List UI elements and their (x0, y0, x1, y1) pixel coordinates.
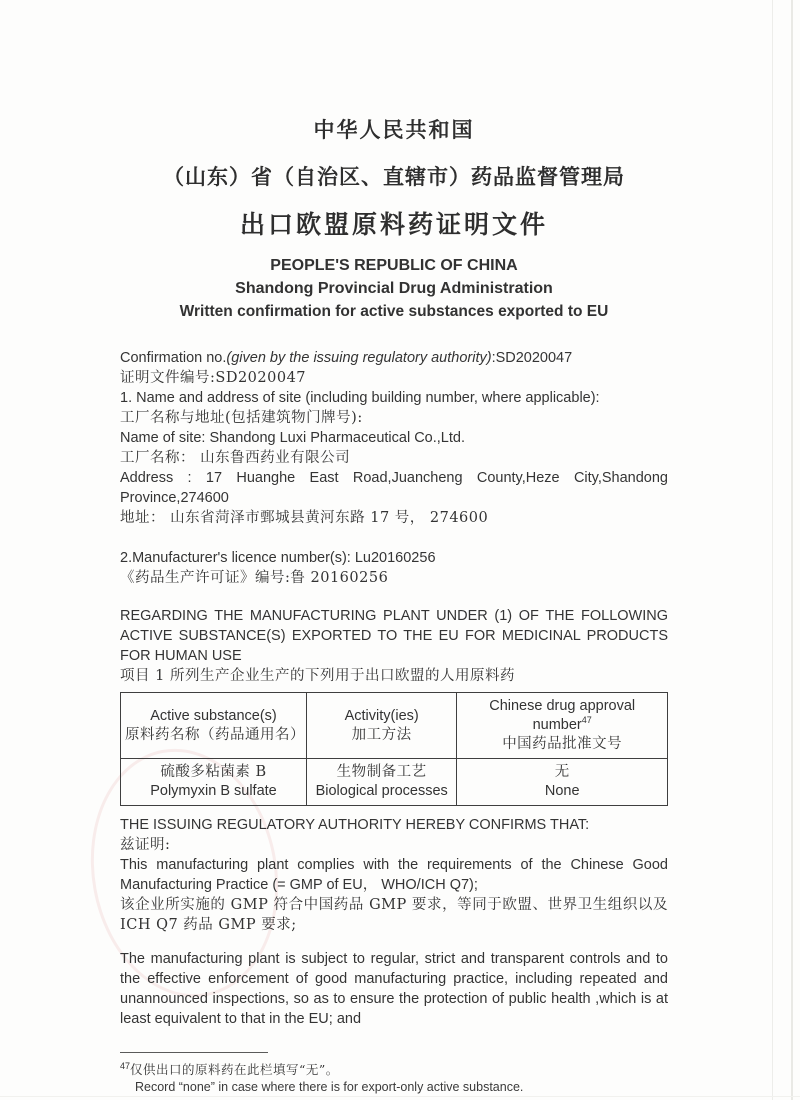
cell-approval-number (457, 759, 668, 806)
document-content (120, 114, 668, 1096)
cell-approval-number-zh: 无 (554, 764, 570, 780)
footnote-block (120, 1052, 668, 1096)
spacer (120, 528, 668, 548)
confirms-heading-en: THE ISSUING REGULATORY AUTHORITY HEREBY CONFIRMS THAT: (120, 817, 590, 833)
site-name-zh: 工厂名称： 山东鲁西药业有限公司 (120, 450, 351, 466)
document-body (120, 348, 668, 1096)
header-approval-number (457, 693, 668, 759)
site-name-en: Name of site: Shandong Luxi Pharmaceutical Co.,Ltd. (120, 430, 465, 446)
confirmation-prefix: Confirmation no. (120, 350, 227, 366)
confirmation-number-value: :SD2020047 (491, 350, 573, 366)
active-substance-table (120, 692, 668, 806)
header-active-substance-zh: 原料药名称（药品通用名） (125, 726, 305, 743)
header-activity-en: Activity(ies) (344, 707, 419, 724)
confirmation-number-line-zh: 证明文件编号:SD2020047 (120, 370, 307, 386)
table-header-row (121, 693, 668, 759)
confirmation-parenthetical: (given by the issuing regulatory authority) (226, 350, 492, 366)
scan-edge-line (791, 0, 793, 1100)
cell-approval-number-en: None (544, 783, 580, 799)
spacer (120, 588, 668, 606)
header-activity (306, 693, 456, 759)
table-data-row (121, 759, 668, 806)
footnote-marker: 47 (120, 1060, 131, 1071)
title-zh-country: 中华人民共和国 (313, 117, 475, 142)
regarding-statement-en: REGARDING THE MANUFACTURING PLANT UNDER (1) OF THE FOLLOWING ACTIVE SUBSTANCE(S) EXPORTED TO THE EU FOR MEDICINAL PRODUCTS FOR HUMAN USE (120, 608, 668, 664)
footnote-reference-superscript: 47 (581, 715, 592, 726)
footnote-line-en: Record “none” in case where there is for export-only active substance. (135, 1080, 524, 1094)
document-title-block (120, 114, 668, 323)
site-address-en: Address : 17 Huanghe East Road,Juancheng County,Heze City,Shandong Province,274600 (120, 470, 668, 506)
cell-activity-zh: 生物制备工艺 (336, 764, 427, 780)
section1-heading-zh: 工厂名称与地址(包括建筑物门牌号): (120, 410, 363, 426)
title-en-document: Written confirmation for active substances exported to EU (179, 303, 609, 320)
licence-number-zh: 《药品生产许可证》编号:鲁 20160256 (120, 570, 389, 586)
scan-edge-line (772, 0, 773, 1100)
title-en-country: PEOPLE'S REPUBLIC OF CHINA (270, 257, 518, 274)
licence-number-en: 2.Manufacturer's licence number(s): Lu20160256 (120, 550, 436, 566)
footnote-text-zh: 仅供出口的原料药在此栏填写“无”。 (130, 1062, 339, 1077)
section1-heading-en: 1. Name and address of site (including building number, where applicable): (120, 390, 600, 406)
footnote-line-zh (120, 1061, 668, 1079)
footnote-divider (120, 1052, 268, 1053)
title-zh-document: 出口欧盟原料药证明文件 (239, 210, 548, 239)
header-approval-number-en-line2 (461, 716, 663, 735)
cell-activity (306, 759, 456, 806)
header-active-substance-en: Active substance(s) (150, 707, 277, 724)
title-en-authority: Shandong Provincial Drug Administration (235, 280, 553, 297)
scan-edge-line (0, 1096, 800, 1097)
cell-substance (121, 759, 307, 806)
confirms-para1-zh: 该企业所实施的 GMP 符合中国药品 GMP 要求，等同于欧盟、世界卫生组织以及 ICH Q7 药品 GMP 要求; (120, 897, 668, 933)
header-approval-number-en-line1: Chinese drug approval (489, 698, 636, 714)
confirms-para2-en: The manufacturing plant is subject to regular, strict and transparent controls and to the effective enforcement of good manufacturing practice, including repeated and unannounced inspections, so as to ensure the protection of public health ,which is at least equivalent to that in the EU; and (120, 951, 668, 1027)
spacer (120, 935, 668, 949)
site-address-zh: 地址： 山东省菏泽市鄄城县黄河东路 17 号， 274600 (120, 510, 489, 526)
confirmation-number-line-en (120, 348, 668, 368)
cell-activity-en: Biological processes (315, 783, 448, 799)
header-activity-zh: 加工方法 (351, 726, 412, 743)
confirms-heading-zh: 兹证明: (120, 837, 171, 853)
header-approval-number-word: number (532, 717, 582, 733)
header-active-substance (121, 693, 307, 759)
confirms-para1-en: This manufacturing plant complies with the requirements of the Chinese Good Manufacturing Practice (= GMP of EU， WHO/ICH Q7); (120, 857, 668, 893)
header-approval-number-zh: 中国药品批准文号 (502, 736, 623, 752)
title-zh-authority: （山东）省（自治区、直辖市）药品监督管理局 (163, 164, 625, 189)
cell-substance-zh: 硫酸多粘菌素 B (160, 764, 267, 780)
regarding-statement-zh: 项目 1 所列生产企业生产的下列用于出口欧盟的人用原料药 (120, 668, 515, 684)
cell-substance-en: Polymyxin B sulfate (150, 783, 277, 799)
